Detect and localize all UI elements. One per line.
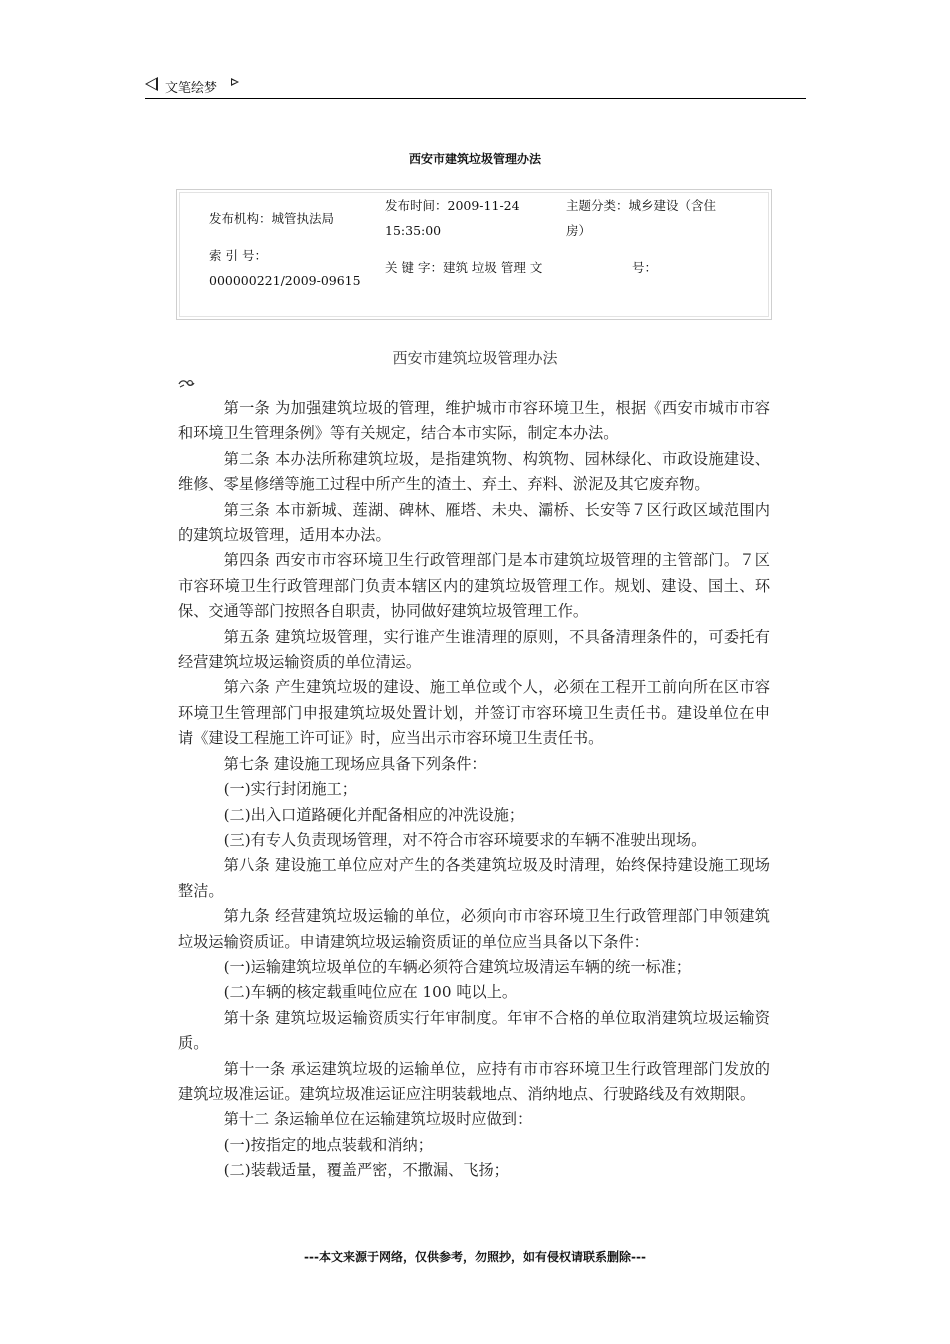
paragraph: 第十一条 承运建筑垃圾的运输单位，应持有市市容环境卫生行政管理部门发放的建筑垃圾准运证。建筑垃圾准运证应注明装载地点、消纳地点、行驶路线及有效期限。 [178, 1059, 770, 1103]
keywords: 关 键 字：建筑 垃圾 管理 文 [385, 260, 543, 275]
paragraph: 第八条 建设施工单位应对产生的各类建筑垃圾及时清理，始终保持建设施工现场整洁。 [178, 856, 770, 900]
triangle-left-icon [145, 77, 158, 91]
ornament-icon [178, 378, 196, 390]
main-title: 西安市建筑垃圾管理办法 [392, 349, 558, 367]
paragraph: (二)出入口道路硬化并配备相应的冲洗设施； [223, 805, 525, 824]
article-body [178, 396, 770, 1184]
footer-disclaimer: ---本文来源于网络，仅供参考，勿照抄，如有侵权请联系删除--- [304, 1250, 646, 1264]
index-value: 000000221/2009-09615 [209, 273, 361, 288]
paragraph: (二)车辆的核定载重吨位应在 100 吨以上。 [223, 983, 518, 1002]
page-header [145, 74, 806, 99]
index-label: 索 引 号： [209, 248, 267, 263]
paragraph: 第四条 西安市市容环境卫生行政管理部门是本市建筑垃圾管理的主管部门。７区市容环境卫生行政管理部门负责本辖区内的建筑垃圾管理工作。规划、建设、国土、环保、交通等部门按照各自职责，协同做好建筑垃圾管理工作。 [178, 551, 770, 621]
paragraph: 第七条 建设施工现场应具备下列条件： [223, 754, 487, 773]
paragraph: (二)装载适量，覆盖严密，不撒漏、飞扬； [223, 1161, 509, 1180]
publish-time-clock: 15:35:00 [385, 223, 442, 238]
paragraph: 第二条 本办法所称建筑垃圾，是指建筑物、构筑物、园林绿化、市政设施建设、维修、零星修缮等施工过程中所产生的渣土、弃土、弃料、淤泥及其它废弃物。 [178, 449, 770, 494]
paragraph: 第五条 建筑垃圾管理，实行谁产生谁清理的原则，不具备清理条件的，可委托有经营建筑垃圾运输资质的单位清运。 [178, 627, 770, 672]
doc-title: 西安市建筑垃圾管理办法 [408, 152, 541, 166]
publish-time-date: 发布时间：2009-11-24 [385, 198, 520, 213]
paragraph: 第九条 经营建筑垃圾运输的单位，必须向市市容环境卫生行政管理部门申领建筑垃圾运输资质证。申请建筑垃圾运输资质证的单位应当具备以下条件： [178, 907, 770, 951]
brand-name: 文笔绘梦 [165, 81, 218, 96]
paragraph: (一)按指定的地点装载和消纳； [223, 1135, 433, 1154]
triangle-right-icon [231, 78, 239, 86]
category: 主题分类：城乡建设（含住 [566, 198, 717, 213]
paragraph: (一)实行封闭施工； [223, 780, 357, 799]
paragraph: 第六条 产生建筑垃圾的建设、施工单位或个人，必须在工程开工前向所在区市容环境卫生管理部门申报建筑垃圾处置计划，并签订市容环境卫生责任书。建设单位在申请《建设工程施工许可证》时，应当出示市容环境卫生责任书。 [178, 678, 770, 748]
publisher: 发布机构：城管执法局 [209, 211, 335, 226]
category-cont: 房） [566, 223, 592, 238]
doc-number: 号： [632, 260, 658, 275]
paragraph: 第十条 建筑垃圾运输资质实行年审制度。年审不合格的单位取消建筑垃圾运输资质。 [178, 1008, 770, 1053]
paragraph: 第一条 为加强建筑垃圾的管理，维护城市市容环境卫生，根据《西安市城市市容和环境卫生管理条例》等有关规定，结合本市实际，制定本办法。 [178, 399, 770, 443]
paragraph: 第三条 本市新城、莲湖、碑林、雁塔、未央、灞桥、长安等７区行政区域范围内的建筑垃圾管理，适用本办法。 [178, 500, 770, 545]
paragraph: (一)运输建筑垃圾单位的车辆必须符合建筑垃圾清运车辆的统一标准； [223, 957, 692, 976]
paragraph: 第十二 条运输单位在运输建筑垃圾时应做到： [223, 1110, 533, 1129]
paragraph: (三)有专人负责现场管理，对不符合市容环境要求的车辆不准驶出现场。 [223, 830, 707, 849]
